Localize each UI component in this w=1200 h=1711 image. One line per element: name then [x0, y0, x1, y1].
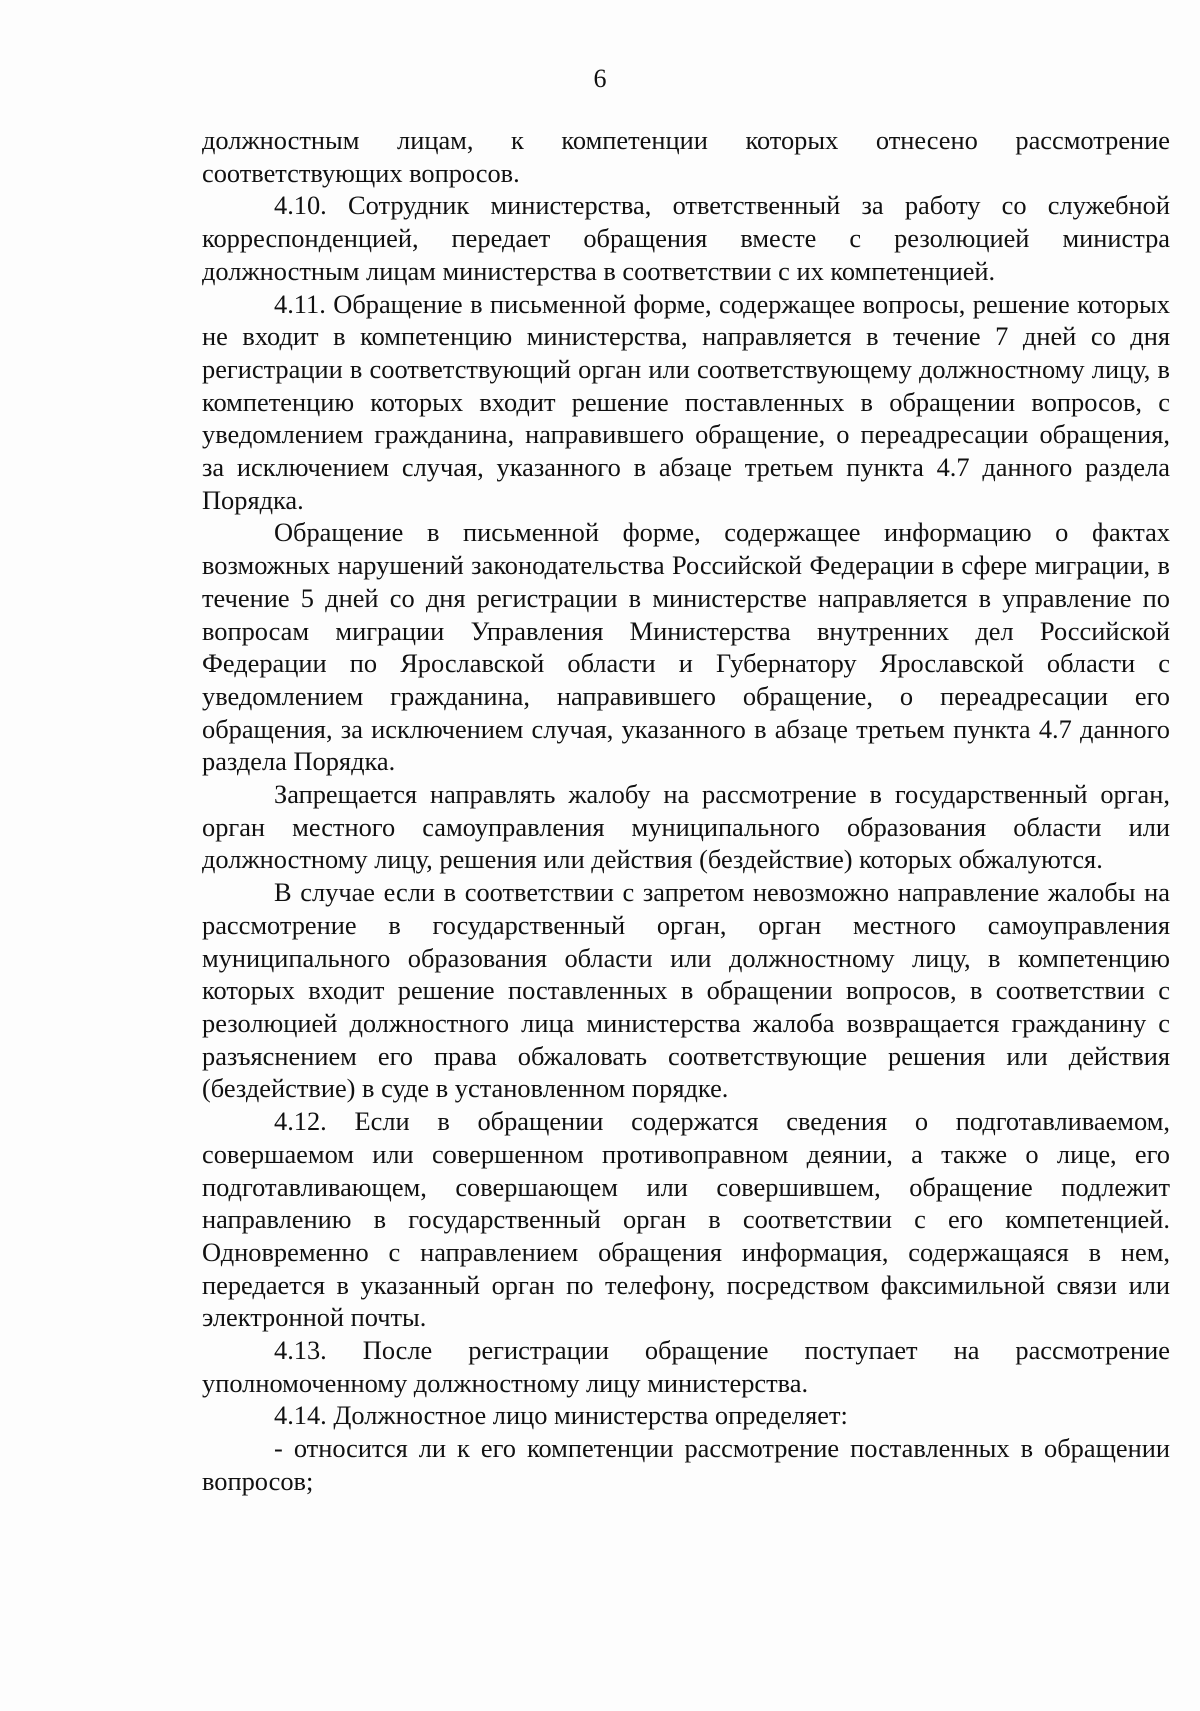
paragraph-continuation: должностным лицам, к компетенции которых отнесено рассмотрение соответствующих вопросов. [202, 125, 1170, 188]
paragraph-4-10: 4.10. Сотрудник министерства, ответственный за работу со служебной корреспонденцией, передает обращения вместе с резолюцией министра должностным лицам министерства в соответствии с их компетенцией. [202, 190, 1170, 286]
list-item-competence: - относится ли к его компетенции рассмотрение поставленных в обращении вопросов; [202, 1433, 1170, 1496]
document-body [202, 124, 1170, 1498]
paragraph-4-13: 4.13. После регистрации обращение поступает на рассмотрение уполномоченному должностному лицу министерства. [202, 1335, 1170, 1398]
paragraph-4-12: 4.12. Если в обращении содержатся сведения о подготавливаемом, совершаемом или совершенном противоправном деянии, а также о лице, его подготавливающем, совершающем или совершившем, обращение подлежит направлению в государственный орган в соответствии с его компетенцией. Одновременно с направлением обращения информация, содержащаяся в нем, передается в указанный орган по телефону, посредством факсимильной связи или электронной почты. [202, 1106, 1170, 1333]
page-number: 6 [593, 64, 607, 93]
paragraph-complaint-prohibition: Запрещается направлять жалобу на рассмотрение в государственный орган, орган местного самоуправления муниципального образования области или должностному лицу, решения или действия (бездействие) которых обжалуются. [202, 779, 1170, 875]
paragraph-migration-forwarding: Обращение в письменной форме, содержащее информацию о фактах возможных нарушений законодательства Российской Федерации в сфере миграции, в течение 5 дней со дня регистрации в министерстве направляется в управление по вопросам миграции Управления Министерства внутренних дел Российской Федерации по Ярославской области и Губернатору Ярославской области с уведомлением гражданина, направившего обращение, о переадресации его обращения, за исключением случая, указанного в абзаце третьем пункта 4.7 данного раздела Порядка. [202, 517, 1170, 777]
paragraph-4-14: 4.14. Должностное лицо министерства определяет: [274, 1400, 848, 1431]
paragraph-complaint-return: В случае если в соответствии с запретом невозможно направление жалобы на рассмотрение в государственный орган, орган местного самоуправления муниципального образования области или должностному лицу, в компетенцию которых входит решение поставленных в обращении вопросов, в соответствии с резолюцией должностного лица министерства жалоба возвращается гражданину с разъяснением его права обжаловать соответствующие решения или действия (бездействие) в суде в установленном порядке. [202, 877, 1170, 1104]
paragraph-4-11: 4.11. Обращение в письменной форме, содержащее вопросы, решение которых не входит в компетенцию министерства, направляется в течение 7 дней со дня регистрации в соответствующий орган или соответствующему должностному лицу, в компетенцию которых входит решение поставленных в обращении вопросов, с уведомлением гражданина, направившего обращение, о переадресации обращения, за исключением случая, указанного в абзаце третьем пункта 4.7 данного раздела Порядка. [202, 288, 1170, 515]
